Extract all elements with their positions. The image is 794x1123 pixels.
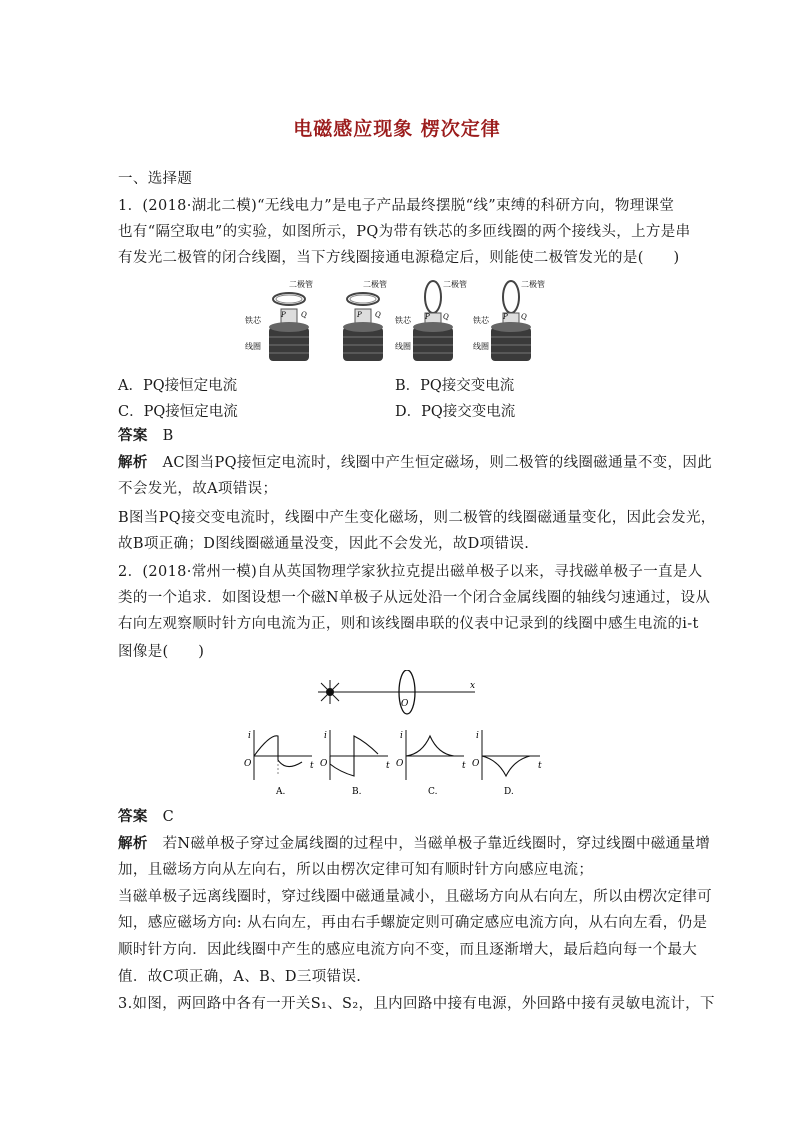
graph-label: A. [276,787,286,797]
q1-option-b: B．PQ接交变电流 [395,378,515,394]
q2-monopole-figure [310,670,485,722]
svg-text:P: P [357,311,362,319]
svg-text:O: O [401,699,409,709]
q1-analysis-line-3: B图当PQ接交变电流时，线圈中产生变化磁场，则二极管的线圈磁通量变化，因此会发光， [118,510,716,526]
answer-value: B [162,428,174,444]
q1-option-d: D．PQ接交变电流 [395,404,516,420]
analysis-label: 解析 [118,454,148,471]
q2-line-3: 右向左观察顺时针方向电流为正，则和该线圈串联的仪表中记录到的线圈中感生电流的i-t [118,616,699,632]
svg-text:i: i [476,731,479,741]
coil-apparatus-c [395,279,467,361]
svg-text:铁芯: 铁芯 [473,316,489,325]
q2-analysis-line-6: 值．故C项正确，A、B、D三项错误. [118,969,362,985]
section-heading: 一、选择题 [118,171,193,187]
svg-text:t: t [310,761,314,771]
q2-analysis-line-2: 加，且磁场方向从左向右，所以由楞次定律可知有顺时针方向感应电流； [118,862,594,878]
q2-line-4: 图像是( ) [118,644,205,660]
svg-text:i: i [248,731,251,741]
page-title: 电磁感应现象 楞次定律 [293,118,501,140]
svg-text:线圈: 线圈 [245,342,261,351]
coil-apparatus-b [343,279,387,361]
svg-text:Q: Q [301,311,307,319]
q1-figure [245,277,555,365]
answer-value: C [162,809,175,825]
svg-text:线圈: 线圈 [395,342,411,351]
q1-answer [118,427,678,445]
svg-text:P: P [281,311,286,319]
svg-text:t: t [538,761,542,771]
svg-text:Q: Q [521,313,527,321]
svg-text:Q: Q [375,311,381,319]
svg-text:O: O [472,759,480,769]
answer-label: 答案 [118,808,148,825]
svg-text:x: x [470,681,476,691]
q1-analysis-line-4: 故B项正确；D图线圈磁通量没变，因此不会发光，故D项错误. [118,536,530,552]
svg-text:Q: Q [443,313,449,321]
q1-analysis-line-2: 不会发光，故A项错误； [118,481,278,497]
svg-text:二极管: 二极管 [289,280,313,289]
svg-text:i: i [400,731,403,741]
it-graph-c [396,730,466,797]
q1-option-c: C．PQ接恒定电流 [118,404,238,420]
monopole-icon [318,680,342,704]
q2-analysis-line-3: 当磁单极子远离线圈时，穿过线圈中磁通量减小，且磁场方向从右向左，所以由楞次定律可 [118,889,712,905]
q2-it-graphs [240,728,560,798]
svg-text:t: t [462,761,466,771]
svg-text:O: O [396,759,404,769]
svg-text:线圈: 线圈 [473,342,489,351]
coil-apparatus-d [473,279,545,361]
q1-line-2: 也有“隔空取电”的实验，如图所示，PQ为带有铁芯的多匝线圈的两个接线头，上方是串 [118,224,691,240]
svg-text:二极管: 二极管 [443,280,467,289]
graph-label: D. [504,787,514,797]
it-graph-d [472,730,542,797]
svg-text:t: t [386,761,390,771]
analysis-label: 解析 [118,835,148,852]
q1-analysis-line-1: 解析 AC图当PQ接恒定电流时，线圈中产生恒定磁场，则二极管的线圈磁通量不变，因此 [118,454,713,471]
coil-apparatus-a [245,279,313,361]
svg-text:二极管: 二极管 [521,280,545,289]
answer-label: 答案 [118,427,148,444]
svg-text:O: O [320,759,328,769]
q2-analysis-line-1: 解析 若N磁单极子穿过金属线圈的过程中，当磁单极子靠近线圈时，穿过线圈中磁通量增 [118,835,711,852]
q1-line-1: 1．(2018·湖北二模)“无线电力”是电子产品最终摆脱“线”束缚的科研方向，物理课堂 [118,198,675,214]
svg-text:O: O [244,759,252,769]
graph-label: B. [352,787,362,797]
q1-line-3: 有发光二极管的闭合线圈，当下方线圈接通电源稳定后，则能使二极管发光的是( ) [118,250,680,266]
q2-answer [118,808,678,826]
svg-text:P: P [503,313,508,321]
q2-line-2: 类的一个追求．如图设想一个磁N单极子从远处沿一个闭合金属线圈的轴线匀速通过，设从 [118,590,711,606]
svg-text:二极管: 二极管 [363,280,387,289]
it-graph-b [320,730,390,797]
svg-text:P: P [425,313,430,321]
svg-text:铁芯: 铁芯 [395,316,411,325]
q2-line-1: 2．(2018·常州一模)自从英国物理学家狄拉克提出磁单极子以来，寻找磁单极子一直是人 [118,564,703,580]
svg-text:i: i [324,731,327,741]
q2-analysis-line-4: 知，感应磁场方向: 从右向左，再由右手螺旋定则可确定感应电流方向，从右向左看，仍是 [118,915,708,931]
q1-option-a: A．PQ接恒定电流 [118,378,238,394]
svg-text:铁芯: 铁芯 [245,316,261,325]
q2-analysis-line-5: 顺时针方向．因此线圈中产生的感应电流方向不变，而且逐渐增大，最后趋向每一个最大 [118,942,698,958]
q3-line-1: 3.如图，两回路中各有一开关S₁、S₂，且内回路中接有电源，外回路中接有灵敏电流计，下 [118,996,715,1012]
it-graph-a [244,730,314,797]
graph-label: C. [428,787,438,797]
